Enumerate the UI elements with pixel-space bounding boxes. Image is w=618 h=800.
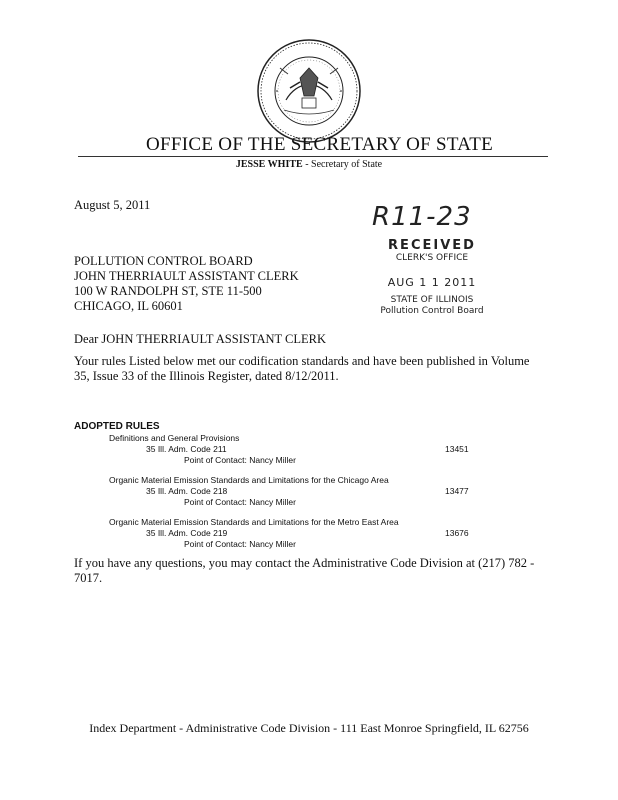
rule-page: 13676 <box>445 528 469 538</box>
rule-code: 35 Ill. Adm. Code 218 <box>146 486 228 496</box>
stamp-office: CLERK'S OFFICE <box>395 253 469 263</box>
recipient-address <box>74 254 299 314</box>
state-seal-icon <box>256 38 362 144</box>
address-line: CHICAGO, IL 60601 <box>74 299 183 313</box>
title-divider <box>78 156 548 157</box>
rule-title: Definitions and General Provisions <box>109 433 240 443</box>
stamp-date: AUG 1 1 2011 <box>387 276 477 289</box>
rule-page: 13451 <box>445 444 469 454</box>
received-stamp <box>370 238 494 317</box>
handwritten-file-number: R11-23 <box>372 202 472 232</box>
closing-paragraph: If you have any questions, you may contact the Administrative Code Division at (217) 782 - 7017. <box>74 556 535 585</box>
stamp-board: Pollution Control Board <box>380 306 484 316</box>
address-line: JOHN THERRIAULT ASSISTANT CLERK <box>74 269 299 283</box>
adopted-rules-heading: ADOPTED RULES <box>74 421 160 432</box>
secretary-line <box>0 159 618 170</box>
rule-contact: Point of Contact: Nancy Miller <box>184 539 296 549</box>
secretary-role: - Secretary of State <box>302 159 383 170</box>
office-title: OFFICE OF THE SECRETARY OF STATE <box>146 134 494 155</box>
secretary-name: JESSE WHITE <box>235 159 303 170</box>
rule-page: 13477 <box>445 486 469 496</box>
rule-title: Organic Material Emission Standards and Limitations for the Metro East Area <box>109 517 399 527</box>
rule-code: 35 Ill. Adm. Code 219 <box>146 528 228 538</box>
address-line: POLLUTION CONTROL BOARD <box>74 254 253 268</box>
address-line: 100 W RANDOLPH ST, STE 11-500 <box>74 284 262 298</box>
footer-address: Index Department - Administrative Code Division - 111 East Monroe Springfield, IL 62756 <box>89 721 529 735</box>
salutation: Dear JOHN THERRIAULT ASSISTANT CLERK <box>74 332 327 346</box>
rule-title: Organic Material Emission Standards and Limitations for the Chicago Area <box>109 475 389 485</box>
stamp-state: STATE OF ILLINOIS <box>390 295 474 305</box>
rule-code: 35 Ill. Adm. Code 211 <box>146 444 227 454</box>
stamp-received: RECEIVED <box>388 238 476 253</box>
rule-contact: Point of Contact: Nancy Miller <box>184 455 296 465</box>
letter-date: August 5, 2011 <box>74 198 151 212</box>
rule-contact: Point of Contact: Nancy Miller <box>184 497 296 507</box>
body-paragraph: Your rules Listed below met our codification standards and have been published in Volume 35, Issue 33 of the Illinois Register, dated 8/12/2011. <box>74 354 530 383</box>
